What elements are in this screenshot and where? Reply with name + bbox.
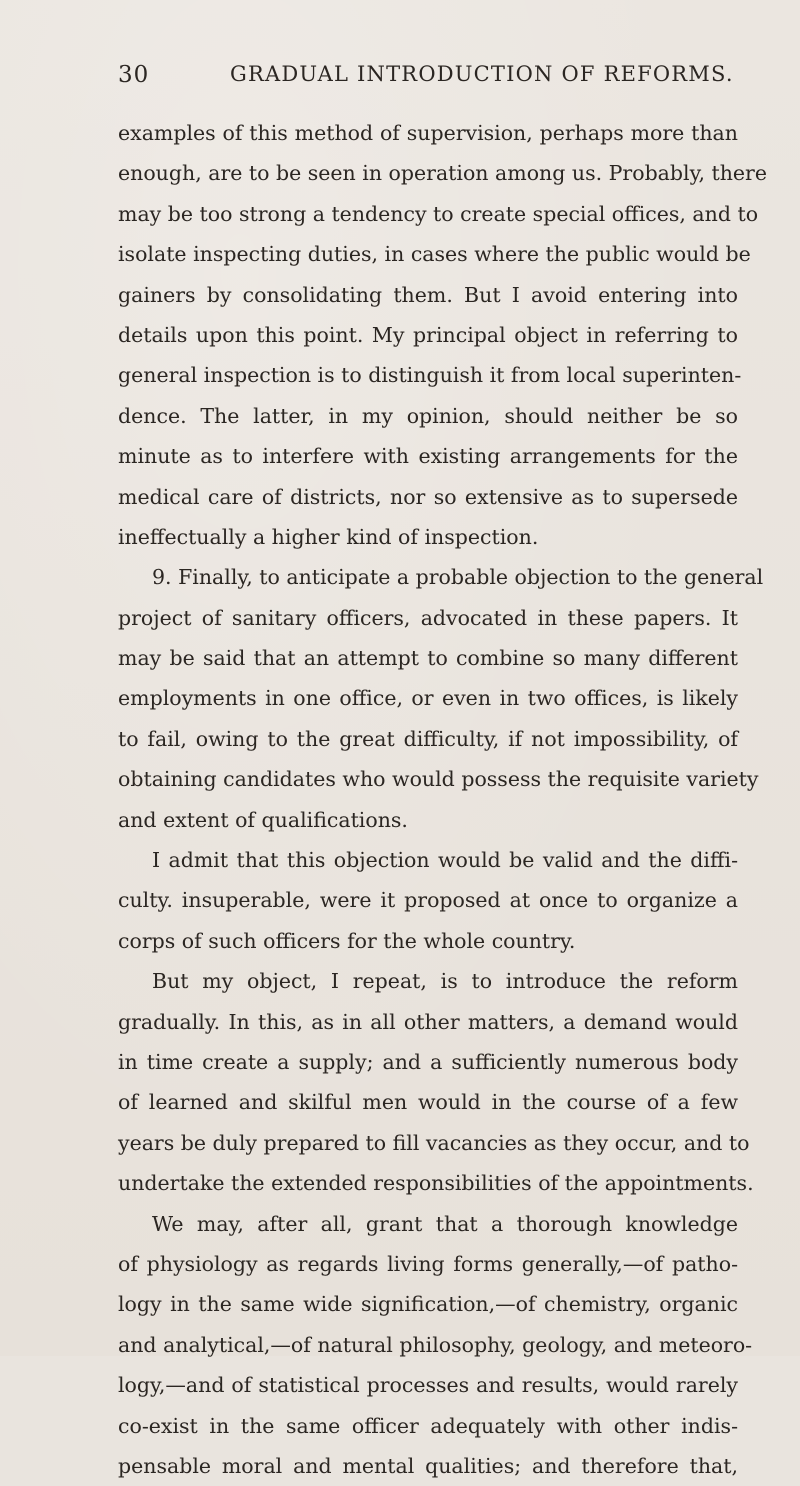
text-line: medical care of districts, nor so extensive as to supersede <box>118 484 738 509</box>
text-line: culty. insuperable, were it proposed at once to organize a <box>118 888 738 913</box>
running-head <box>0 62 800 102</box>
text-line: of learned and skilful men would in the course of a few <box>118 1090 738 1115</box>
text-line: isolate inspecting duties, in cases where the public would be <box>118 242 751 267</box>
text-line: pensable moral and mental qualities; and therefore that, <box>118 1453 738 1478</box>
text-line: to fail, owing to the great difficulty, if not impossibility, of <box>118 726 738 751</box>
text-line: in time create a supply; and a sufficiently numerous body <box>118 1049 738 1074</box>
text-line: undertake the extended responsibilities of the appointments. <box>118 1171 754 1196</box>
text-line: and extent of qualifications. <box>118 807 408 832</box>
text-line: years be duly prepared to fill vacancies as they occur, and to <box>118 1130 750 1155</box>
text-line: gradually. In this, as in all other matters, a demand would <box>118 1009 738 1034</box>
text-line: general inspection is to distinguish it from local superinten- <box>118 363 742 388</box>
text-line: project of sanitary officers, advocated in these papers. It <box>118 605 738 630</box>
text-line: ineffectually a higher kind of inspection. <box>118 524 539 549</box>
text-line: logy in the same wide signification,—of chemistry, organic <box>118 1292 738 1317</box>
text-line: employments in one office, or even in two offices, is likely <box>118 686 738 711</box>
text-line: logy,—and of statistical processes and results, would rarely <box>118 1373 738 1398</box>
text-line: and analytical,—of natural philosophy, geology, and meteoro- <box>118 1332 753 1357</box>
text-line: may be too strong a tendency to create special offices, and to <box>118 201 759 226</box>
text-line: gainers by consolidating them. But I avoid entering into <box>118 282 738 307</box>
paragraph-first-line: But my object, I repeat, is to introduce the reform <box>152 969 738 994</box>
paragraph-first-line: I admit that this objection would be valid and the diffi- <box>152 848 738 873</box>
text-line: enough, are to be seen in operation among us. Probably, there <box>118 161 767 186</box>
page-number: 30 <box>118 62 150 88</box>
text-line: may be said that an attempt to combine so many different <box>118 646 738 671</box>
body-text <box>118 113 767 1486</box>
text-line: dence. The latter, in my opinion, should neither be so <box>118 403 738 428</box>
text-line: details upon this point. My principal object in referring to <box>118 322 738 347</box>
running-title: GRADUAL INTRODUCTION OF REFORMS. <box>230 62 734 86</box>
text-line: corps of such officers for the whole country. <box>118 928 576 953</box>
paragraph-9-first-line: 9. Finally, to anticipate a probable objection to the general <box>152 565 764 590</box>
text-line: minute as to interfere with existing arrangements for the <box>118 444 738 469</box>
text-line: examples of this method of supervision, perhaps more than <box>118 121 738 145</box>
text-line: of physiology as regards living forms generally,—of patho- <box>118 1251 738 1276</box>
paragraph-first-line: We may, after all, grant that a thorough knowledge <box>152 1211 738 1236</box>
text-line: obtaining candidates who would possess the requisite variety <box>118 767 759 792</box>
text-line: co-exist in the same officer adequately with other indis- <box>118 1413 738 1438</box>
